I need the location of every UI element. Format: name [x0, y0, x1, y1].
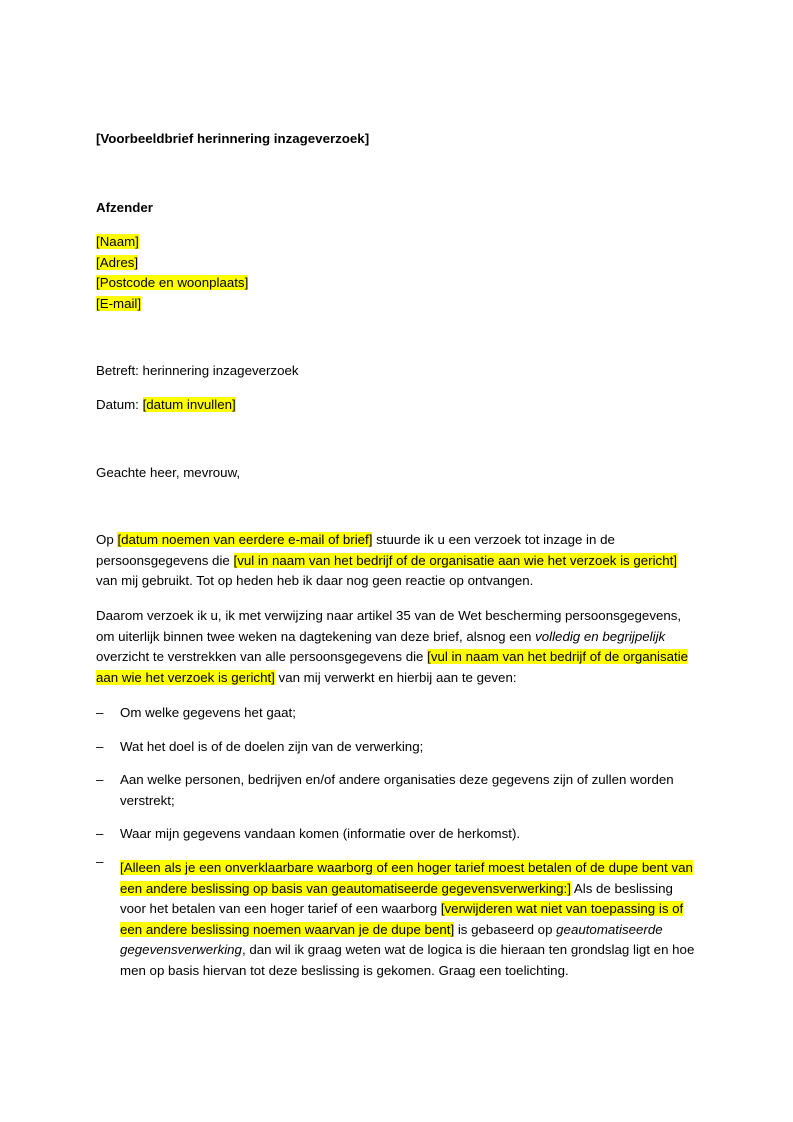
sender-postcode-placeholder: [Postcode en woonplaats]: [96, 275, 249, 290]
paragraph-2: [96, 606, 700, 688]
lb-text-b: Als de beslissing voor het betalen van een hoger tarief of een waarborg: [120, 880, 673, 916]
list-item-text: Waar mijn gegevens vandaan komen (informatie over de herkomst).: [120, 826, 521, 841]
p1-text-c: stuurde ik u een verzoek tot inzage in de persoonsgegevens die: [96, 532, 615, 568]
date-line: [96, 395, 700, 416]
date-placeholder: [datum invullen]: [142, 397, 236, 412]
bullet-dash: –: [96, 772, 104, 787]
lb-text-d: is gebaseerd op: [454, 921, 557, 937]
p2-emphasis: volledig en begrijpelijk: [535, 628, 666, 644]
conditional-placeholder: [Alleen als je een onverklaarbare waarborg of een hoger tarief moest betalen of de dupe bent van een andere beslissing op basis van geautomatiseerde gegevensverwerking:]: [120, 860, 693, 896]
bullet-dash: –: [96, 854, 104, 869]
p2-text-e: van mij verwerkt en hierbij aan te geven:: [274, 669, 517, 685]
salutation: Geachte heer, mevrouw,: [96, 465, 241, 480]
lb-emphasis: geautomatiseerde gegevensverwerking: [120, 921, 663, 957]
sender-address-placeholder: [Adres]: [96, 254, 139, 270]
list-item: [96, 824, 700, 845]
p2-text-c: overzicht te verstrekken van alle persoonsgegevens die: [96, 649, 428, 664]
p2-text-a: Daarom verzoek ik u, ik met verwijzing naar artikel 35 van de Wet bescherming persoonsgegevens, om uiterlijk binnen twee weken na dagtekening van deze brief, alsnog een: [96, 608, 682, 644]
p1-text-e: van mij gebruikt. Tot op heden heb ik daar nog geen reactie op ontvangen.: [96, 573, 534, 588]
lb-text-f: , dan wil ik graag weten wat de logica is die hieraan ten grondslag ligt en hoe men op basis hiervan tot deze beslissing is gekomen. Graag een toelichting.: [120, 942, 695, 978]
date-label: Datum:: [96, 397, 143, 412]
bullet-dash: –: [96, 739, 104, 754]
p1-text-a: Op: [96, 532, 118, 547]
p1-placeholder-org: [vul in naam van het bedrijf of de organisatie aan wie het verzoek is gericht]: [233, 552, 677, 568]
list-item-text: [120, 852, 700, 981]
paragraph-1: [96, 530, 700, 592]
sender-heading: Afzender: [96, 200, 153, 215]
list-item: [96, 737, 700, 758]
remove-placeholder: [verwijderen wat niet van toepassing is of een andere beslissing noemen waarvan je de dupe bent]: [120, 901, 684, 937]
list-item: [96, 770, 700, 811]
sender-email-placeholder: [E-mail]: [96, 295, 142, 311]
list-item: [96, 703, 700, 724]
list-item-text: Om welke gegevens het gaat;: [120, 705, 296, 720]
p1-placeholder-date: [datum noemen van eerdere e-mail of brief]: [117, 532, 373, 547]
bullet-dash: –: [96, 705, 104, 720]
list-item-conditional: [96, 852, 700, 981]
sender-block: [96, 232, 700, 314]
bullet-dash: –: [96, 826, 104, 841]
letter-title: [Voorbeeldbrief herinnering inzageverzoek]: [96, 131, 370, 146]
list-item-text: Aan welke personen, bedrijven en/of andere organisaties deze gegevens zijn of zullen worden verstrekt;: [120, 772, 674, 808]
p2-placeholder-org: [vul in naam van het bedrijf of de organisatie aan wie het verzoek is gericht]: [96, 649, 689, 685]
sender-name-placeholder: [Naam]: [96, 234, 139, 249]
list-item-text: Wat het doel is of de doelen zijn van de verwerking;: [120, 739, 424, 754]
subject-line: Betreft: herinnering inzageverzoek: [96, 363, 299, 378]
